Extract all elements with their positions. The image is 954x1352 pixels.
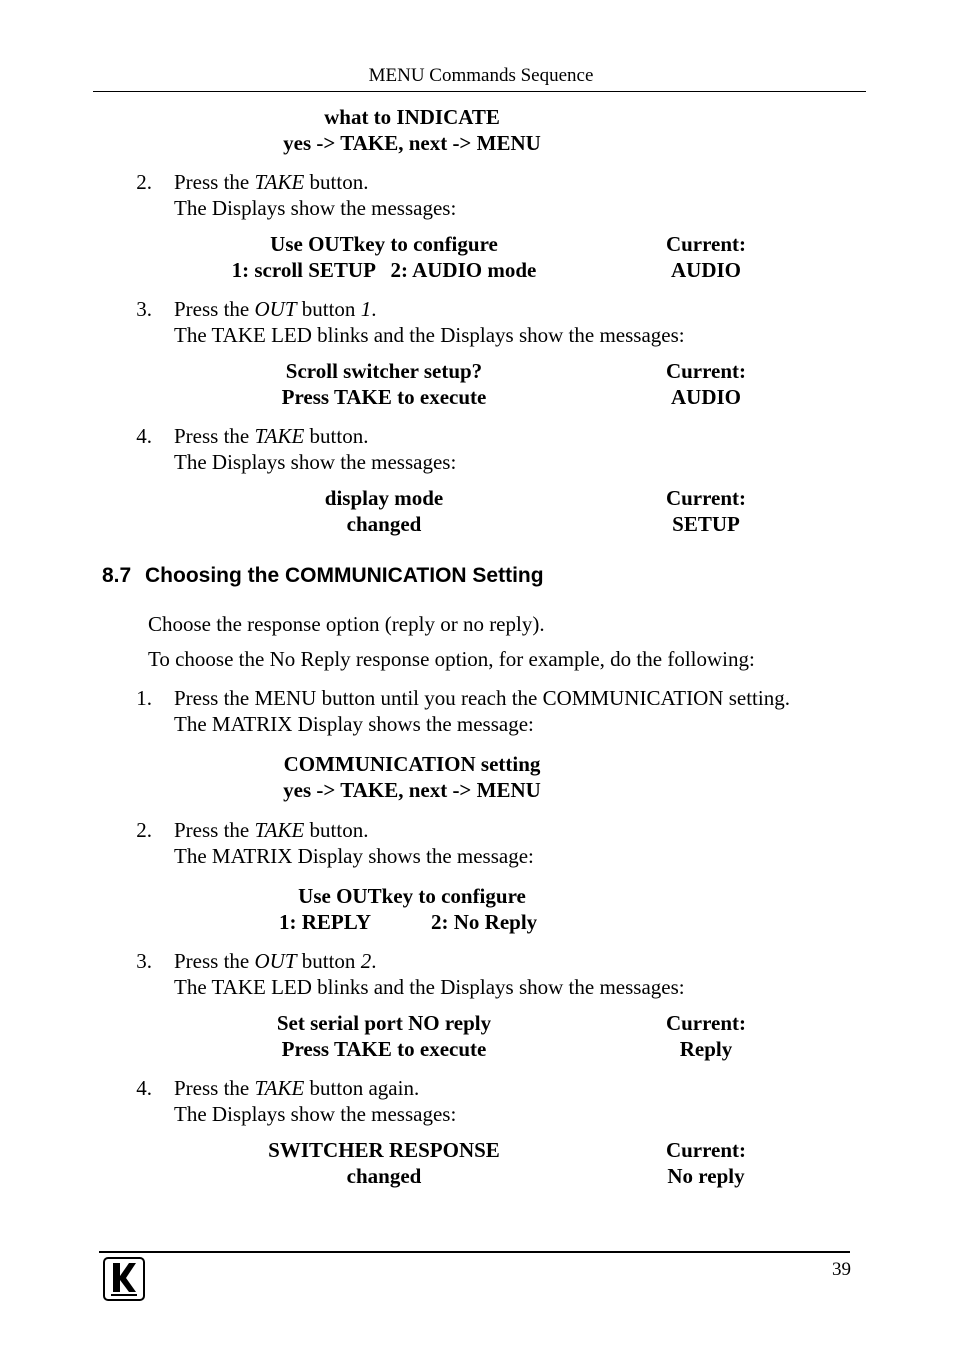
display-message-left: display mode — [324, 486, 444, 510]
paragraph: To choose the No Reply response option, for example, do the following: — [148, 647, 755, 671]
step-description: The Displays show the messages: — [174, 196, 457, 220]
step-instruction: Press the TAKE button. — [174, 818, 369, 842]
display-message-left: Scroll switcher setup? — [285, 359, 483, 383]
step-number: 2. — [136, 170, 152, 194]
step-description: The MATRIX Display shows the message: — [174, 712, 534, 736]
display-message-right: Current: — [665, 486, 747, 510]
display-message-line: yes -> TAKE, next -> MENU — [283, 131, 541, 155]
step-number: 3. — [136, 297, 152, 321]
step-description: The MATRIX Display shows the message: — [174, 844, 534, 868]
section-number: 8.7 — [102, 564, 132, 587]
display-message-line: COMMUNICATION setting — [283, 752, 541, 776]
kramer-logo-icon — [105, 1259, 143, 1299]
step-instruction: Press the TAKE button. — [174, 170, 369, 194]
paragraph: Choose the response option (reply or no reply). — [148, 612, 545, 636]
step-description: The TAKE LED blinks and the Displays show the messages: — [174, 323, 685, 347]
display-message-option: 1: REPLY — [279, 910, 371, 934]
step-number: 3. — [136, 949, 152, 973]
display-message-right: Current: — [665, 359, 747, 383]
display-message-left: Set serial port NO reply — [276, 1011, 492, 1035]
step-description: The Displays show the messages: — [174, 1102, 457, 1126]
display-message-right: No reply — [667, 1164, 745, 1188]
section-title: Choosing the COMMUNICATION Setting — [145, 564, 544, 587]
kramer-logo — [103, 1257, 145, 1301]
display-message-right: Reply — [679, 1037, 733, 1061]
display-message-right: Current: — [665, 1011, 747, 1035]
display-message-left: Press TAKE to execute — [281, 385, 487, 409]
step-instruction: Press the OUT button 2. — [174, 949, 377, 973]
display-message-left: Use OUTkey to configure — [270, 232, 498, 256]
display-message-right: Current: — [665, 232, 747, 256]
step-description: The Displays show the messages: — [174, 450, 457, 474]
display-message-right: AUDIO — [670, 258, 741, 282]
display-message-left: SWITCHER RESPONSE — [268, 1138, 500, 1162]
step-number: 4. — [136, 1076, 152, 1100]
step-number: 1. — [136, 686, 152, 710]
step-number: 4. — [136, 424, 152, 448]
running-header: MENU Commands Sequence — [368, 65, 594, 86]
step-instruction: Press the OUT button 1. — [174, 297, 377, 321]
step-description: The TAKE LED blinks and the Displays show the messages: — [174, 975, 685, 999]
header-rule — [93, 91, 866, 92]
page-number: 39 — [832, 1259, 851, 1280]
step-instruction: Press the MENU button until you reach the COMMUNICATION setting. — [174, 686, 790, 710]
step-number: 2. — [136, 818, 152, 842]
footer-rule — [99, 1251, 850, 1253]
display-message-line: yes -> TAKE, next -> MENU — [283, 778, 541, 802]
display-message-option: 2: No Reply — [431, 910, 538, 934]
display-message-right: SETUP — [672, 512, 740, 536]
display-message-left: changed — [346, 1164, 422, 1188]
display-message-right: AUDIO — [670, 385, 741, 409]
display-message-left: Press TAKE to execute — [281, 1037, 487, 1061]
display-message-left: changed — [346, 512, 422, 536]
step-instruction: Press the TAKE button again. — [174, 1076, 420, 1100]
display-message-line: what to INDICATE — [324, 105, 500, 129]
step-instruction: Press the TAKE button. — [174, 424, 369, 448]
display-message-right: Current: — [665, 1138, 747, 1162]
display-message-left: 1: scroll SETUP 2: AUDIO mode — [231, 258, 537, 282]
display-message-line: Use OUTkey to configure — [298, 884, 526, 908]
